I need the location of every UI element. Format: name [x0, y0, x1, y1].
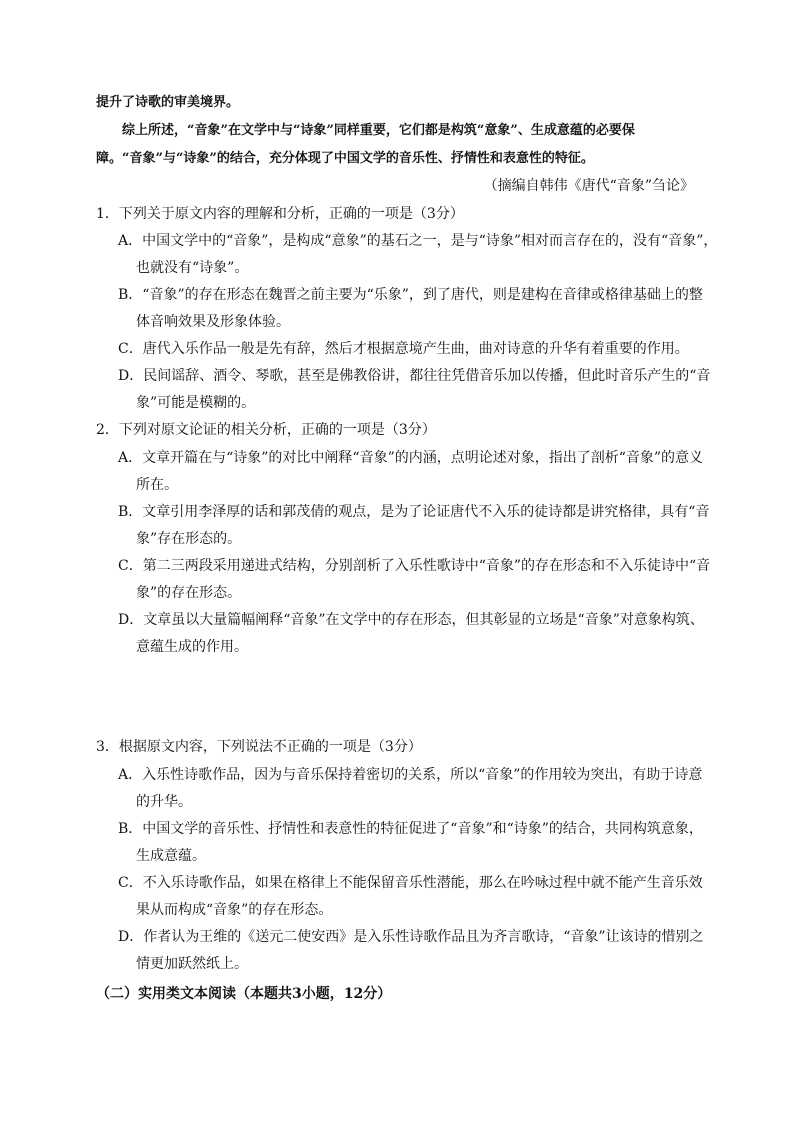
option-line: 情更加跃然纸上。	[136, 956, 248, 972]
passage-line: 提升了诗歌的审美境界。	[96, 95, 240, 110]
option-line: 的升华。	[136, 794, 192, 810]
option-line: 意蕴生成的作用。	[136, 639, 248, 655]
option-line: 象”存在形态的。	[136, 531, 242, 547]
question-stem: 1．下列关于原文内容的理解和分析，正确的一项是（3分）	[96, 206, 464, 222]
passage-line: 综上所述，“音象”在文学中与“诗象”同样重要，它们都是构筑“意象”、生成意蕴的必要保	[122, 123, 635, 138]
option-line: C．唐代入乐作品一般是先有辞，然后才根据意境产生曲，曲对诗意的升华有着重要的作用。	[118, 341, 689, 357]
passage-line: 障。“音象”与“诗象”的结合，充分体现了中国文学的音乐性、抒情性和表意性的特征。	[96, 151, 594, 166]
question-stem: 3．根据原文内容，下列说法不正确的一项是（3分）	[96, 739, 422, 755]
option-line: 生成意蕴。	[136, 848, 206, 864]
passage-source: （摘编自韩伟《唐代“音象”刍论》	[483, 178, 694, 194]
section-heading: （二）实用类文本阅读（本题共3小题，12分）	[96, 986, 392, 1002]
option-line: C．第二三两段采用递进式结构，分别剖析了入乐性歌诗中“音象”的存在形态和不入乐徒诗中“音	[118, 558, 711, 574]
question-stem: 2．下列对原文论证的相关分析，正确的一项是（3分）	[96, 422, 436, 438]
option-line: C．不入乐诗歌作品，如果在格律上不能保留音乐性潜能，那么在吟咏过程中就不能产生音乐效	[118, 875, 703, 891]
option-line: D．作者认为王维的《送元二使安西》是入乐性诗歌作品且为齐言歌诗，“音象”让该诗的惜别之	[118, 929, 704, 945]
option-line: A．中国文学中的“音象”，是构成“意象”的基石之一，是与“诗象”相对而言存在的，没有“音象”，	[118, 233, 718, 249]
option-line: 体音响效果及形象体验。	[136, 314, 290, 330]
option-line: B．“音象”的存在形态在魏晋之前主要为“乐象”，到了唐代，则是建构在音律或格律基础上的整	[118, 287, 703, 303]
option-line: B．中国文学的音乐性、抒情性和表意性的特征促进了“音象”和“诗象”的结合，共同构筑意象，	[118, 821, 703, 837]
option-line: 也就没有“诗象”。	[136, 260, 249, 276]
option-line: D．民间谣辞、酒令、琴歌，甚至是佛教俗讲，都往往凭借音乐加以传播，但此时音乐产生的“音	[118, 368, 711, 384]
option-line: 所在。	[136, 477, 178, 493]
option-line: B．文章引用李泽厚的话和郭茂倩的观点，是为了论证唐代不入乐的徒诗都是讲究格律，具有“音	[118, 504, 710, 520]
option-line: 果从而构成“音象”的存在形态。	[136, 902, 333, 918]
option-line: D．文章虽以大量篇幅阐释“音象”在文学中的存在形态，但其彰显的立场是“音象”对意象构筑、	[118, 612, 704, 628]
option-line: A．入乐性诗歌作品，因为与音乐保持着密切的关系，所以“音象”的作用较为突出，有助于诗意	[118, 767, 703, 783]
option-line: 象”的存在形态。	[136, 585, 242, 601]
option-line: A．文章开篇在与“诗象”的对比中阐释“音象”的内涵，点明论述对象，指出了剖析“音象”的意义	[118, 450, 704, 466]
option-line: 象”可能是模糊的。	[136, 395, 256, 411]
